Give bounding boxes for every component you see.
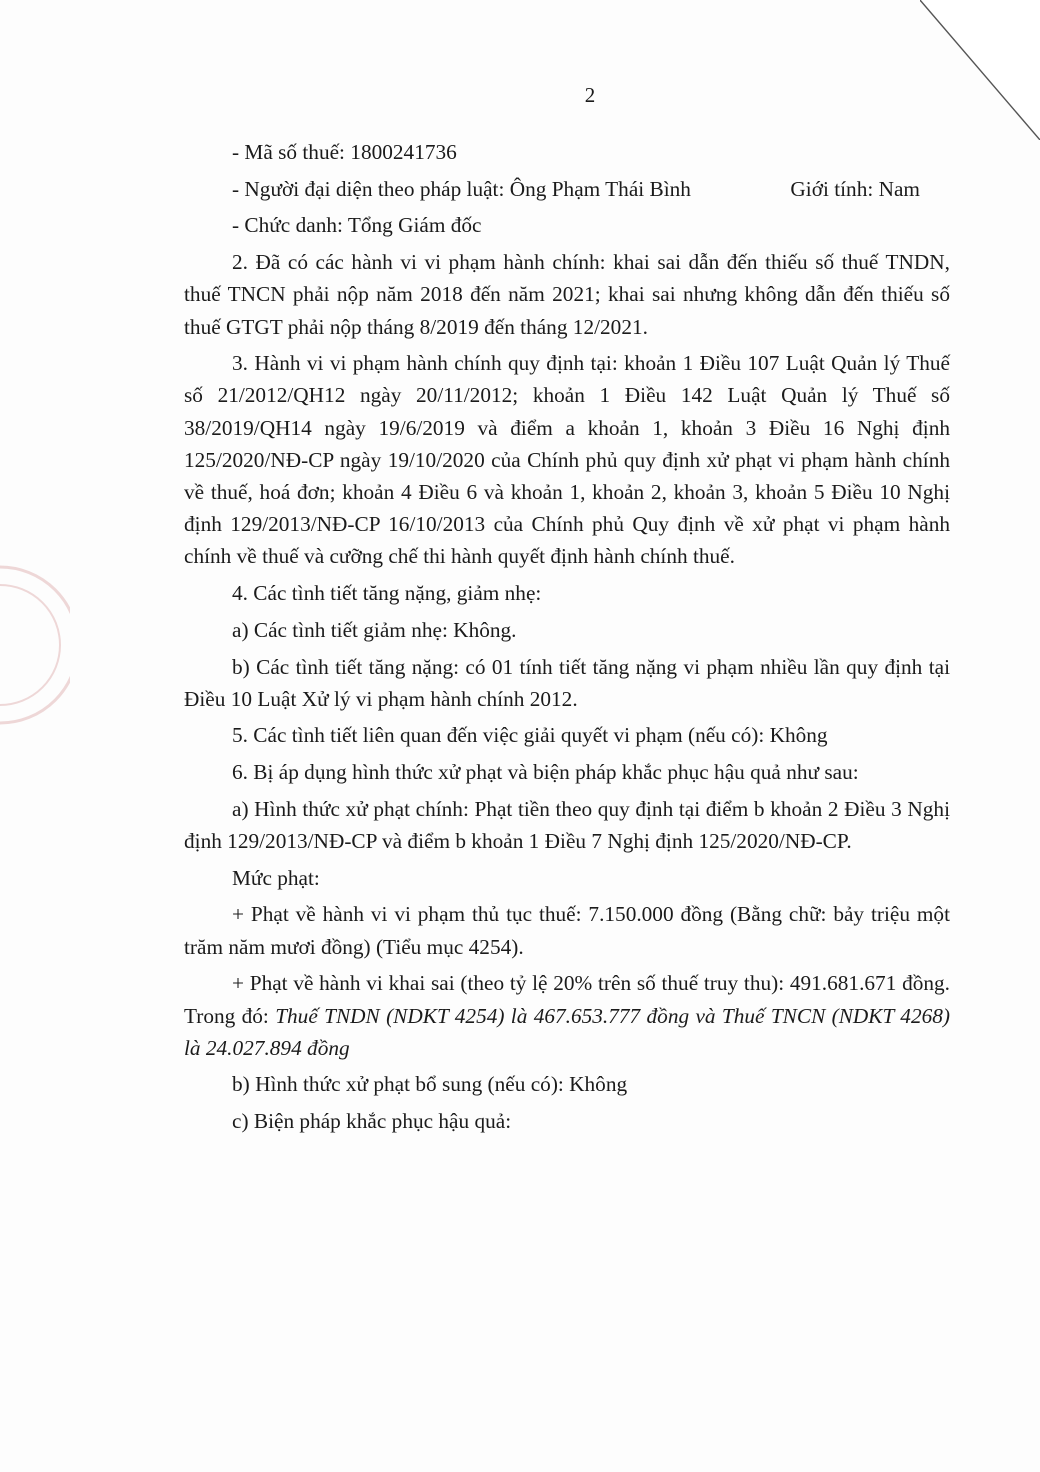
penalty-procedure: + Phạt về hành vi vi phạm thủ tục thuế: 7.150.000 đồng (Bằng chữ: bảy triệu một trăm năm mươi đồng) (Tiểu mục 4254).: [184, 902, 950, 959]
penalty-heading: Mức phạt:: [232, 865, 320, 890]
section-6a: a) Hình thức xử phạt chính: Phạt tiền theo quy định tại điểm b khoản 2 Điều 3 Nghị định 129/2013/NĐ-CP và điểm b khoản 1 Điều 7 Nghị định 125/2020/NĐ-CP.: [184, 796, 950, 854]
section-6b: b) Hình thức xử phạt bổ sung (nếu có): Không: [232, 1072, 628, 1097]
section-4: 4. Các tình tiết tăng nặng, giảm nhẹ:: [232, 581, 542, 606]
tax-code-line: - Mã số thuế: 1800241736: [232, 140, 457, 164]
representative-row: [184, 173, 950, 205]
folded-corner-shape: [920, 0, 1040, 140]
gender-line: Giới tính: Nam: [790, 176, 920, 201]
section-4a: a) Các tình tiết giảm nhẹ: Không.: [232, 617, 517, 642]
penalty-false-declaration-text: + Phạt về hành vi khai sai (theo tỷ lệ 20% trên số thuế truy thu): 491.681.671 đồng. Trong đó:: [184, 971, 950, 1028]
section-6: 6. Bị áp dụng hình thức xử phạt và biện pháp khắc phục hậu quả như sau:: [232, 760, 859, 785]
section-3: 3. Hành vi vi phạm hành chính quy định tại: khoản 1 Điều 107 Luật Quản lý Thuế số 21/2012/QH12 ngày 20/11/2012; khoản 1 Điều 142 Luật Quản lý Thuế số 38/2019/QH14 ngày 19/6/2019 và điểm a khoản 1, khoản 3 Điều 16 Nghị định 125/2020/NĐ-CP ngày 19/10/2020 của Chính phủ quy định xử phạt vi phạm hành chính về thuế, hoá đơn; khoản 4 Điều 6 và khoản 1, khoản 2, khoản 3, khoản 5 Điều 10 Nghị định 129/2013/NĐ-CP 16/10/2013 của Chính phủ Quy định về xử phạt vi phạm hành chính về thuế và cưỡng chế thi hành quyết định hành chính thuế.: [184, 351, 950, 569]
page-number: 2: [584, 83, 596, 107]
section-2: 2. Đã có các hành vi vi phạm hành chính: khai sai dẫn đến thiếu số thuế TNDN, thuế TNCN phải nộp năm 2018 đến năm 2021; khai sai nhưng không dẫn đến thiếu số thuế GTGT phải nộp tháng 8/2019 đến tháng 12/2021.: [184, 250, 950, 339]
position-line: - Chức danh: Tổng Giám đốc: [232, 213, 482, 238]
penalty-false-declaration: [184, 967, 950, 1064]
penalty-breakdown: Thuế TNDN (NDKT 4254) là 467.653.777 đồng và Thuế TNCN (NDKT 4268) là 24.027.894 đồng: [184, 1003, 950, 1060]
section-4b: b) Các tình tiết tăng nặng: có 01 tính tiết tăng nặng vi phạm nhiều lần quy định tại Điều 10 Luật Xử lý vi phạm hành chính 2012.: [184, 654, 950, 711]
section-5: 5. Các tình tiết liên quan đến việc giải quyết vi phạm (nếu có): Không: [232, 723, 828, 748]
faded-stamp-mark: [0, 545, 70, 745]
representative-line: - Người đại diện theo pháp luật: Ông Phạm Thái Bình: [232, 176, 691, 201]
section-6c: c) Biện pháp khắc phục hậu quả:: [232, 1109, 512, 1134]
document-body: [184, 136, 950, 1142]
